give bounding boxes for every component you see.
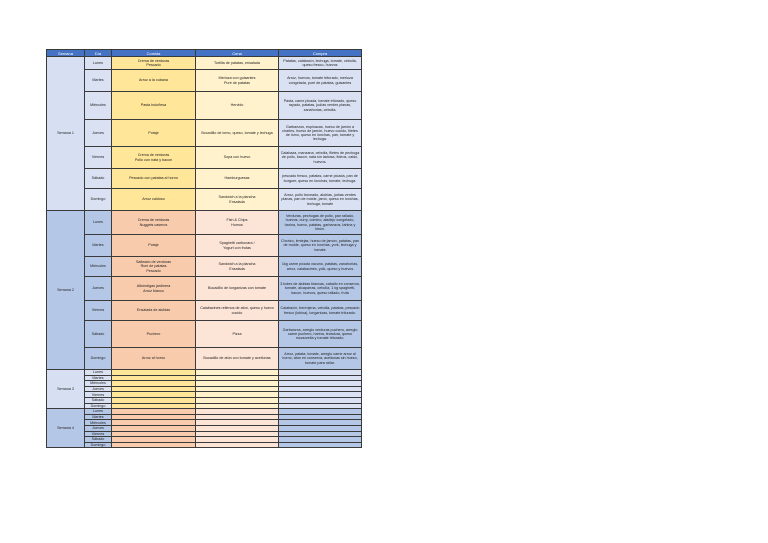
cena-cell[interactable]: Bocadillo de atún con tomate y aceitunas — [196, 348, 279, 370]
cena-cell[interactable]: Merluza con guisantes Puré de patatas — [196, 70, 279, 92]
cena-cell[interactable]: Sandwich a la plancha Ensalada — [196, 189, 279, 211]
day-cell[interactable]: Domingo — [85, 403, 112, 409]
day-cell[interactable]: Sábado — [85, 169, 112, 189]
week-label[interactable]: Semana 2 — [47, 211, 85, 370]
cena-cell[interactable]: Tortilla de patatas, ensalada — [196, 57, 279, 70]
table-row — [47, 257, 362, 277]
week-label[interactable]: Semana 1 — [47, 57, 85, 211]
cena-cell[interactable] — [196, 442, 279, 448]
compra-cell[interactable] — [279, 442, 362, 448]
compra-cell[interactable]: Garbanzos, arreglo verduras puchero, arreglo carne puchero, harina, levadura, queso mozzarella y tomate triturado. — [279, 321, 362, 348]
day-cell[interactable]: Jueves — [85, 425, 112, 431]
cena-cell[interactable]: Pizza — [196, 321, 279, 348]
header-comida[interactable]: Comida — [112, 50, 196, 57]
compra-cell[interactable]: pescado fresco, patatas, carne picada, pan de burguer, queso en lonchas, tomate, lechuga. — [279, 169, 362, 189]
day-cell[interactable]: Miércoles — [85, 420, 112, 426]
table-body — [47, 57, 362, 448]
day-cell[interactable]: Sábado — [85, 397, 112, 403]
header-dia[interactable]: Día — [85, 50, 112, 57]
day-cell[interactable]: Sábado — [85, 437, 112, 443]
compra-cell[interactable]: Arroz, huevos, tomate triturado, merluza congelada, puré de patatas, guisantes — [279, 70, 362, 92]
compra-cell[interactable]: Chorizo, lentejas, hueso de jamón, patatas, pan de molde, queso en lonchas, york, lechuga y tomate — [279, 235, 362, 257]
day-cell[interactable]: Viernes — [85, 392, 112, 398]
compra-cell[interactable]: Calabacín, berenjena, cebolla, patatas, pescado fresco (lubina), longanizas, tomate triturado. — [279, 301, 362, 321]
comida-cell[interactable]: Arroz al horno — [112, 348, 196, 370]
table-row — [47, 321, 362, 348]
day-cell[interactable]: Martes — [85, 70, 112, 92]
day-cell[interactable]: Jueves — [85, 277, 112, 301]
comida-cell[interactable]: Arroz a la cubana — [112, 70, 196, 92]
cena-cell[interactable]: Fish & Chips Humus — [196, 211, 279, 235]
comida-cell[interactable]: Pescado con patatas al horno — [112, 169, 196, 189]
table-row — [47, 57, 362, 70]
day-cell[interactable]: Miércoles — [85, 257, 112, 277]
header-cena[interactable]: Cena — [196, 50, 279, 57]
compra-cell[interactable]: 3 botes de alubias blancas, caballo en conserva, tomate, alcaparras, cebolla, 1 kg spaghetti, bacon, huevos, queso rallado, fruta — [279, 277, 362, 301]
day-cell[interactable]: Lunes — [85, 370, 112, 376]
cena-cell[interactable]: Spaghetti carbonara / Yogurt con frutas — [196, 235, 279, 257]
cena-cell[interactable]: Hamburguesas — [196, 169, 279, 189]
table-row — [47, 277, 362, 301]
compra-cell[interactable]: Arroz, pollo troceado, alubias, judías verdes planas, pan de molde, jamó, queso en lonchas, lechuga, tomate — [279, 189, 362, 211]
day-cell[interactable]: Miércoles — [85, 92, 112, 120]
compra-cell[interactable]: Garbanzos, espinacas, hueso de jamón a charles, hueso de jamón, huevo cocido, filetes de lomo, queso en lonchas, pan, tomate y lechuga. — [279, 120, 362, 147]
day-cell[interactable]: Domingo — [85, 348, 112, 370]
day-cell[interactable]: Jueves — [85, 120, 112, 147]
cena-cell[interactable]: Sopa con huevo — [196, 147, 279, 169]
day-cell[interactable]: Domingo — [85, 189, 112, 211]
table-row — [47, 235, 362, 257]
table-row — [47, 92, 362, 120]
table-row — [47, 348, 362, 370]
comida-cell[interactable]: Potaje — [112, 235, 196, 257]
comida-cell[interactable] — [112, 442, 196, 448]
compra-cell[interactable]: Pasta, carne picada, tomate triturado, queso rayado, patatas, judías verdes planas, zanahorias, cebolla. — [279, 92, 362, 120]
header-semana[interactable]: Semana — [47, 50, 85, 57]
table-row — [47, 211, 362, 235]
comida-cell[interactable]: Arroz caldoso — [112, 189, 196, 211]
compra-cell[interactable]: Verduras, pechugas de pollo, pan rallado, huevos, curry, comino, aladejo congelado, harina, huevo, patatas, garbanzos, tahina y limón. — [279, 211, 362, 235]
comida-cell[interactable]: Salteado de verduras Runi de patatas Pescado — [112, 257, 196, 277]
table-row — [47, 189, 362, 211]
cena-cell[interactable]: Hervido — [196, 92, 279, 120]
cena-cell[interactable]: Calabacines rellenos de atún, queso y huevo cocido — [196, 301, 279, 321]
day-cell[interactable]: Viernes — [85, 147, 112, 169]
comida-cell[interactable]: Crema de verduras Nuggets caseros — [112, 211, 196, 235]
day-cell[interactable]: Martes — [85, 375, 112, 381]
week-label[interactable]: Semana 3 — [47, 370, 85, 409]
day-cell[interactable]: Miércoles — [85, 381, 112, 387]
day-cell[interactable]: Viernes — [85, 431, 112, 437]
day-cell[interactable]: Martes — [85, 235, 112, 257]
comida-cell[interactable]: Crema de verduras Pescado — [112, 57, 196, 70]
day-cell[interactable]: Lunes — [85, 409, 112, 415]
table-row — [47, 147, 362, 169]
meal-plan-table — [46, 49, 362, 448]
cena-cell[interactable]: Sandwich a la plancha Ensalada — [196, 257, 279, 277]
comida-cell[interactable]: Potaje — [112, 120, 196, 147]
day-cell[interactable]: Domingo — [85, 442, 112, 448]
day-cell[interactable]: Lunes — [85, 57, 112, 70]
comida-cell[interactable]: Crema de verduras Pollo con nata y bacon — [112, 147, 196, 169]
day-cell[interactable]: Viernes — [85, 301, 112, 321]
comida-cell[interactable]: Ensalada de alubias — [112, 301, 196, 321]
comida-cell[interactable]: Albóndigas jardinera Arroz blanco — [112, 277, 196, 301]
table-row — [47, 301, 362, 321]
cena-cell[interactable]: Bocadillo de longanizas con tomate — [196, 277, 279, 301]
compra-cell[interactable]: Arroz, patata, tomate, arreglo carne arroz al horno, atún en conserva, aceitunas sin hueso, tomate para rallar. — [279, 348, 362, 370]
compra-cell[interactable]: Calabaza, manzana, cebolla, filetes de pechuga de pollo, bacon, nata sin lactosa, fideos, caldo, huevos. — [279, 147, 362, 169]
day-cell[interactable]: Sábado — [85, 321, 112, 348]
day-cell[interactable]: Jueves — [85, 386, 112, 392]
day-cell[interactable]: Lunes — [85, 211, 112, 235]
comida-cell[interactable]: Puchero — [112, 321, 196, 348]
header-compra[interactable]: Compra — [279, 50, 362, 57]
table-row — [47, 169, 362, 189]
table-row — [47, 442, 362, 448]
week-label[interactable]: Semana 4 — [47, 409, 85, 448]
table-row — [47, 70, 362, 92]
comida-cell[interactable]: Pasta boloñesa — [112, 92, 196, 120]
compra-cell[interactable]: 1kg carne picada vacuno, patatas, zanahorias, arroz, calabacines, yolk, queso y huevos — [279, 257, 362, 277]
header-row — [47, 50, 362, 57]
compra-cell[interactable]: Patatas, calabacín, lechuga, tomate, cebolla, queso fresco, huevos — [279, 57, 362, 70]
cena-cell[interactable]: Bocadillo de lomo, queso, tomate y lechuga — [196, 120, 279, 147]
day-cell[interactable]: Martes — [85, 414, 112, 420]
table-row — [47, 120, 362, 147]
